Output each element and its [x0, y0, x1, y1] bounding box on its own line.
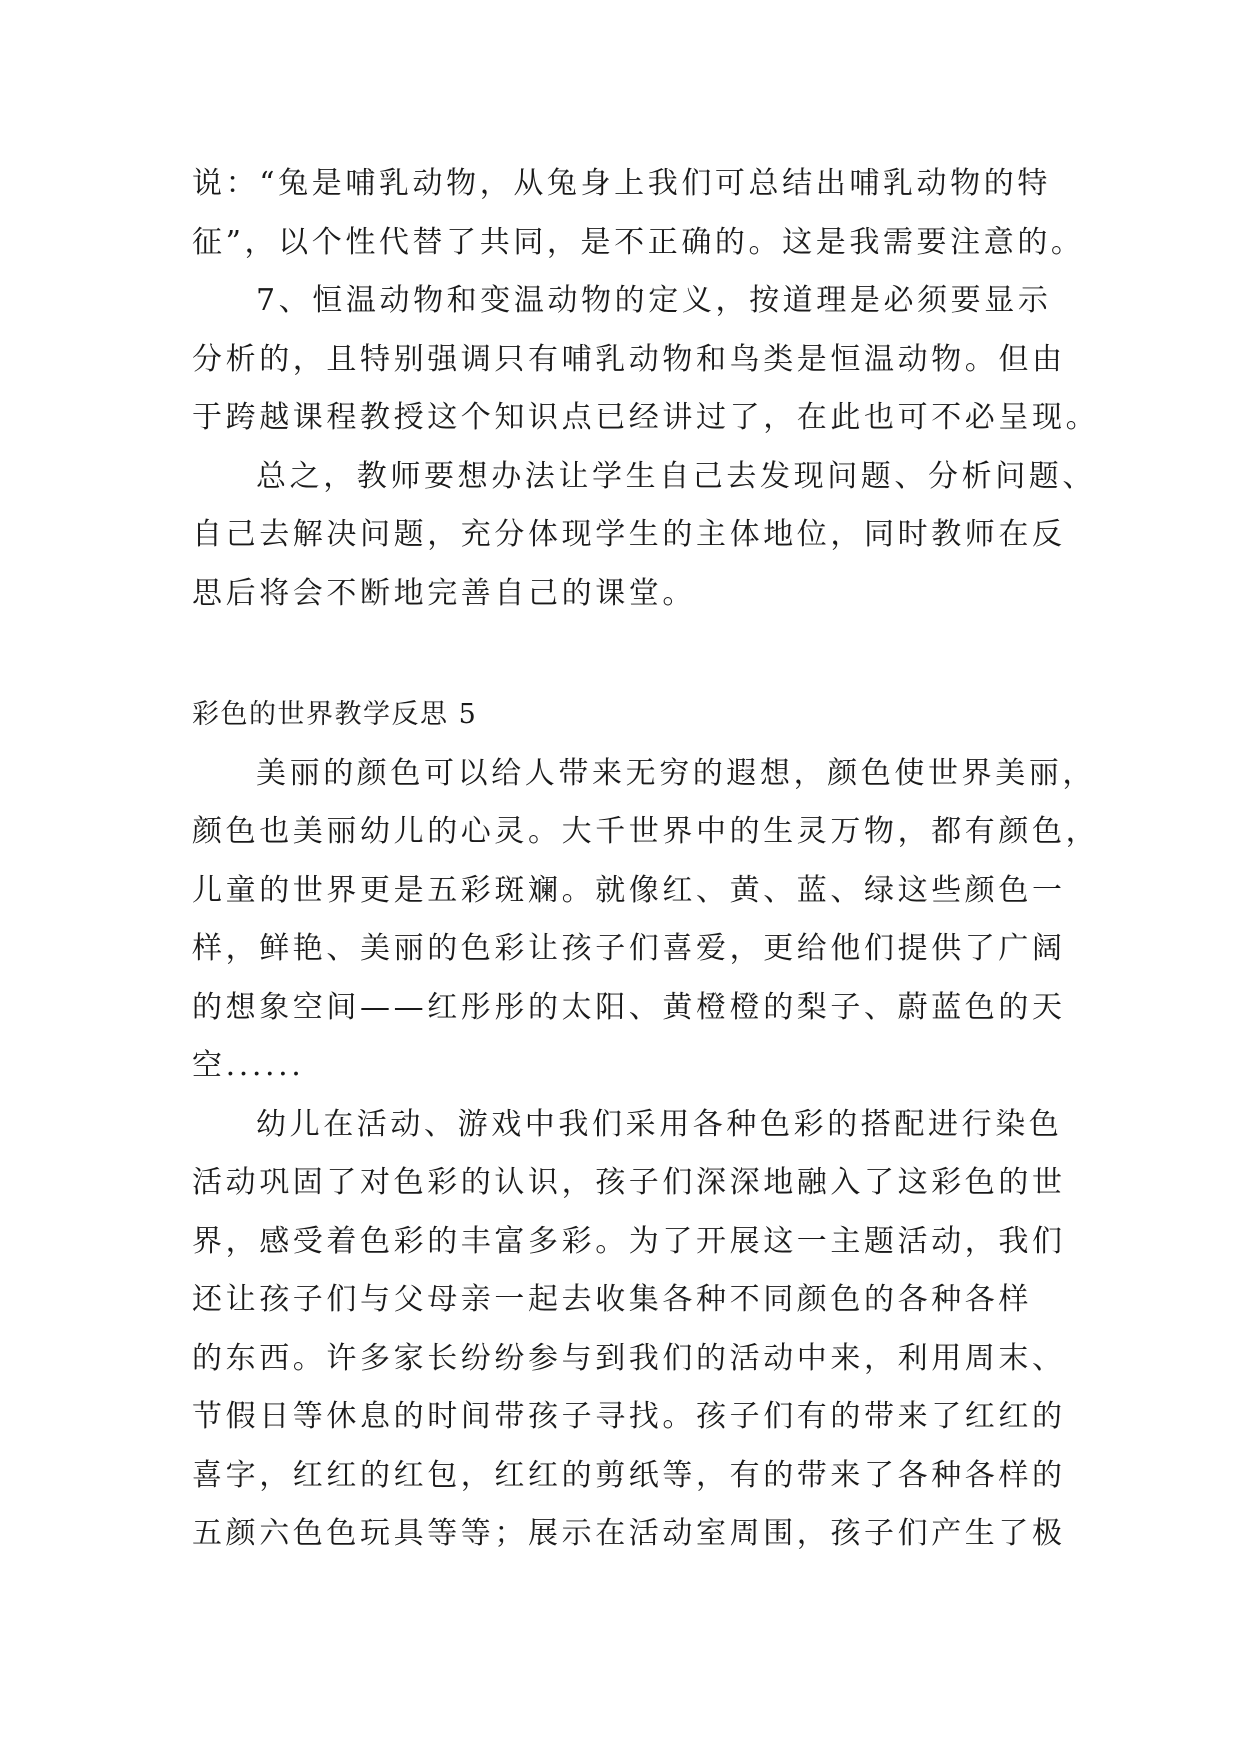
- paragraph-line: 美丽的颜色可以给人带来无穷的遐想，颜色使世界美丽，: [256, 755, 1096, 791]
- paragraph-line: 节假日等休息的时间带孩子寻找。孩子们有的带来了红红的: [192, 1399, 1066, 1434]
- paragraph-line: 于跨越课程教授这个知识点已经讲过了，在此也可不必呈现。: [192, 400, 1100, 435]
- paragraph-line: 征”，以个性代替了共同，是不正确的。这是我需要注意的。: [192, 224, 1085, 260]
- document-body: [192, 155, 1100, 1564]
- paragraph-line: 幼儿在活动、游戏中我们采用各种色彩的搭配进行染色: [256, 1106, 1063, 1142]
- paragraph-line: 界，感受着色彩的丰富多彩。为了开展这一主题活动，我们: [192, 1223, 1066, 1259]
- section-title: 彩色的世界教学反思 5: [192, 699, 478, 730]
- paragraph-line: 还让孩子们与父母亲一起去收集各种不同颜色的各种各样: [192, 1282, 1032, 1317]
- paragraph-line: 分析的，且特别强调只有哺乳动物和鸟类是恒温动物。但由: [192, 341, 1066, 377]
- paragraph-line: 总之，教师要想办法让学生自己去发现问题、分析问题、: [256, 458, 1096, 494]
- paragraph-line: 喜字，红红的红包，红红的剪纸等，有的带来了各种各样的: [192, 1457, 1066, 1493]
- paragraph-line: 样，鲜艳、美丽的色彩让孩子们喜爱，更给他们提供了广阔: [192, 931, 1066, 966]
- paragraph-line: 自己去解决问题，充分体现学生的主体地位，同时教师在反: [192, 517, 1066, 552]
- paragraph-line: 儿童的世界更是五彩斑斓。就像红、黄、蓝、绿这些颜色一: [192, 872, 1066, 908]
- paragraph-line: 空......: [192, 1048, 305, 1083]
- paragraph-line: 说：“兔是哺乳动物，从兔身上我们可总结出哺乳动物的特: [192, 166, 1051, 201]
- section-spacer: [192, 623, 1072, 686]
- paragraph-line: 思后将会不断地完善自己的课堂。: [192, 575, 696, 611]
- paragraph-line: 的东西。许多家长纷纷参与到我们的活动中来，利用周末、: [192, 1340, 1066, 1376]
- paragraph-line: 活动巩固了对色彩的认识，孩子们深深地融入了这彩色的世: [192, 1165, 1066, 1200]
- paragraph-line: 五颜六色色玩具等等；展示在活动室周围，孩子们产生了极: [192, 1516, 1066, 1551]
- paragraph-line: 7、恒温动物和变温动物的定义，按道理是必须要显示: [256, 283, 1052, 318]
- paragraph-line: 颜色也美丽幼儿的心灵。大千世界中的生灵万物，都有颜色，: [192, 814, 1100, 849]
- paragraph-line: 的想象空间——红彤彤的太阳、黄橙橙的梨子、蔚蓝色的天: [192, 989, 1066, 1025]
